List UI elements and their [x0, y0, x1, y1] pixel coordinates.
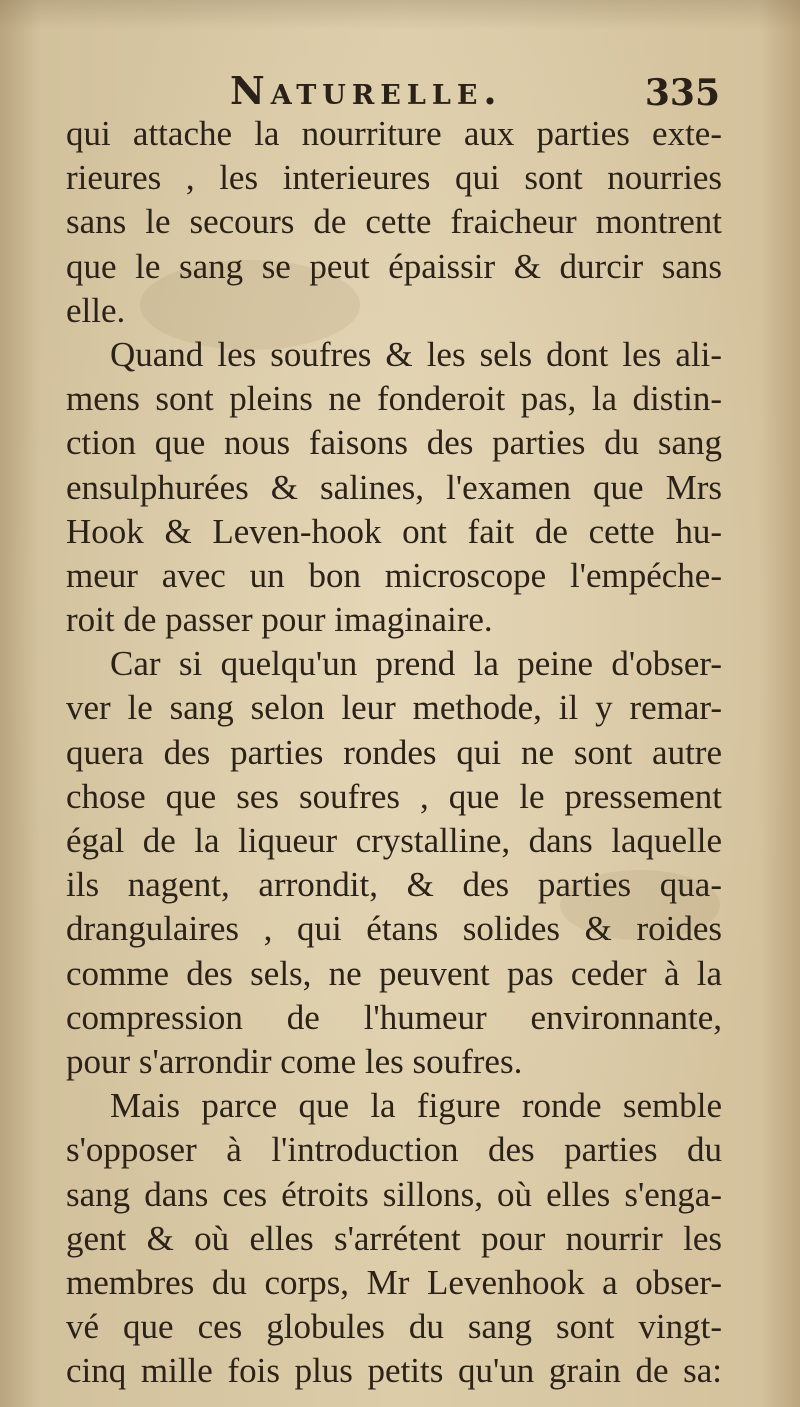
text-line: pour s'arrondir come les soufres.: [66, 1041, 523, 1081]
text-line: que le sang se peut épaissir & durcir sans: [66, 246, 722, 286]
text-line: Car si quelqu'un prend la peine d'obser-: [110, 644, 722, 684]
text-line: ils nagent, arrondit, & des parties qua-: [66, 865, 722, 905]
page-number: 335: [644, 72, 720, 114]
text-line: compression de l'humeur environnante,: [66, 997, 722, 1037]
text-line: Quand les soufres & les sels dont les ali-: [110, 334, 722, 374]
page-shadow: [0, 0, 800, 30]
text-line: s'opposer à l'introduction des parties du: [66, 1130, 722, 1170]
text-line: ction que nous faisons des parties du sang: [66, 423, 722, 463]
running-head: Naturelle.: [230, 68, 503, 113]
body-text: [66, 112, 722, 1393]
text-line: sang dans ces étroits sillons, où elles s'enga-: [66, 1174, 722, 1214]
text-line: mens sont pleins ne fonderoit pas, la distin-: [66, 379, 722, 419]
text-line: gent & où elles s'arrétent pour nourrir les: [66, 1218, 722, 1258]
text-line: ensulphurées & salines, l'examen que Mrs: [66, 467, 722, 507]
text-line: elle.: [66, 290, 126, 330]
text-line: sans le secours de cette fraicheur montrent: [66, 202, 722, 242]
text-line: vé que ces globules du sang sont vingt-: [66, 1307, 722, 1347]
text-line: quera des parties rondes qui ne sont autre: [66, 732, 722, 772]
text-line: roit de passer pour imaginaire.: [66, 600, 493, 640]
text-line: comme des sels, ne peuvent pas ceder à la: [66, 953, 722, 993]
text-line: Hook & Leven-hook ont fait de cette hu-: [66, 511, 722, 551]
text-line: membres du corps, Mr Levenhook a obser-: [66, 1262, 722, 1302]
text-line: Mais parce que la figure ronde semble: [110, 1086, 722, 1126]
text-line: rieures , les interieures qui sont nourries: [66, 158, 722, 198]
text-line: cinq mille fois plus petits qu'un grain de sa:: [66, 1351, 722, 1391]
text-line: chose que ses soufres , que le pressement: [66, 776, 722, 816]
text-line: égal de la liqueur crystalline, dans laquelle: [66, 821, 722, 860]
text-line: ver le sang selon leur methode, il y remar-: [66, 688, 722, 728]
page-header: [60, 68, 720, 118]
text-line: qui attache la nourriture aux parties exte-: [66, 114, 722, 153]
text-line: drangulaires , qui étans solides & roides: [66, 909, 722, 949]
text-line: meur avec un bon microscope l'empéche-: [66, 555, 722, 595]
